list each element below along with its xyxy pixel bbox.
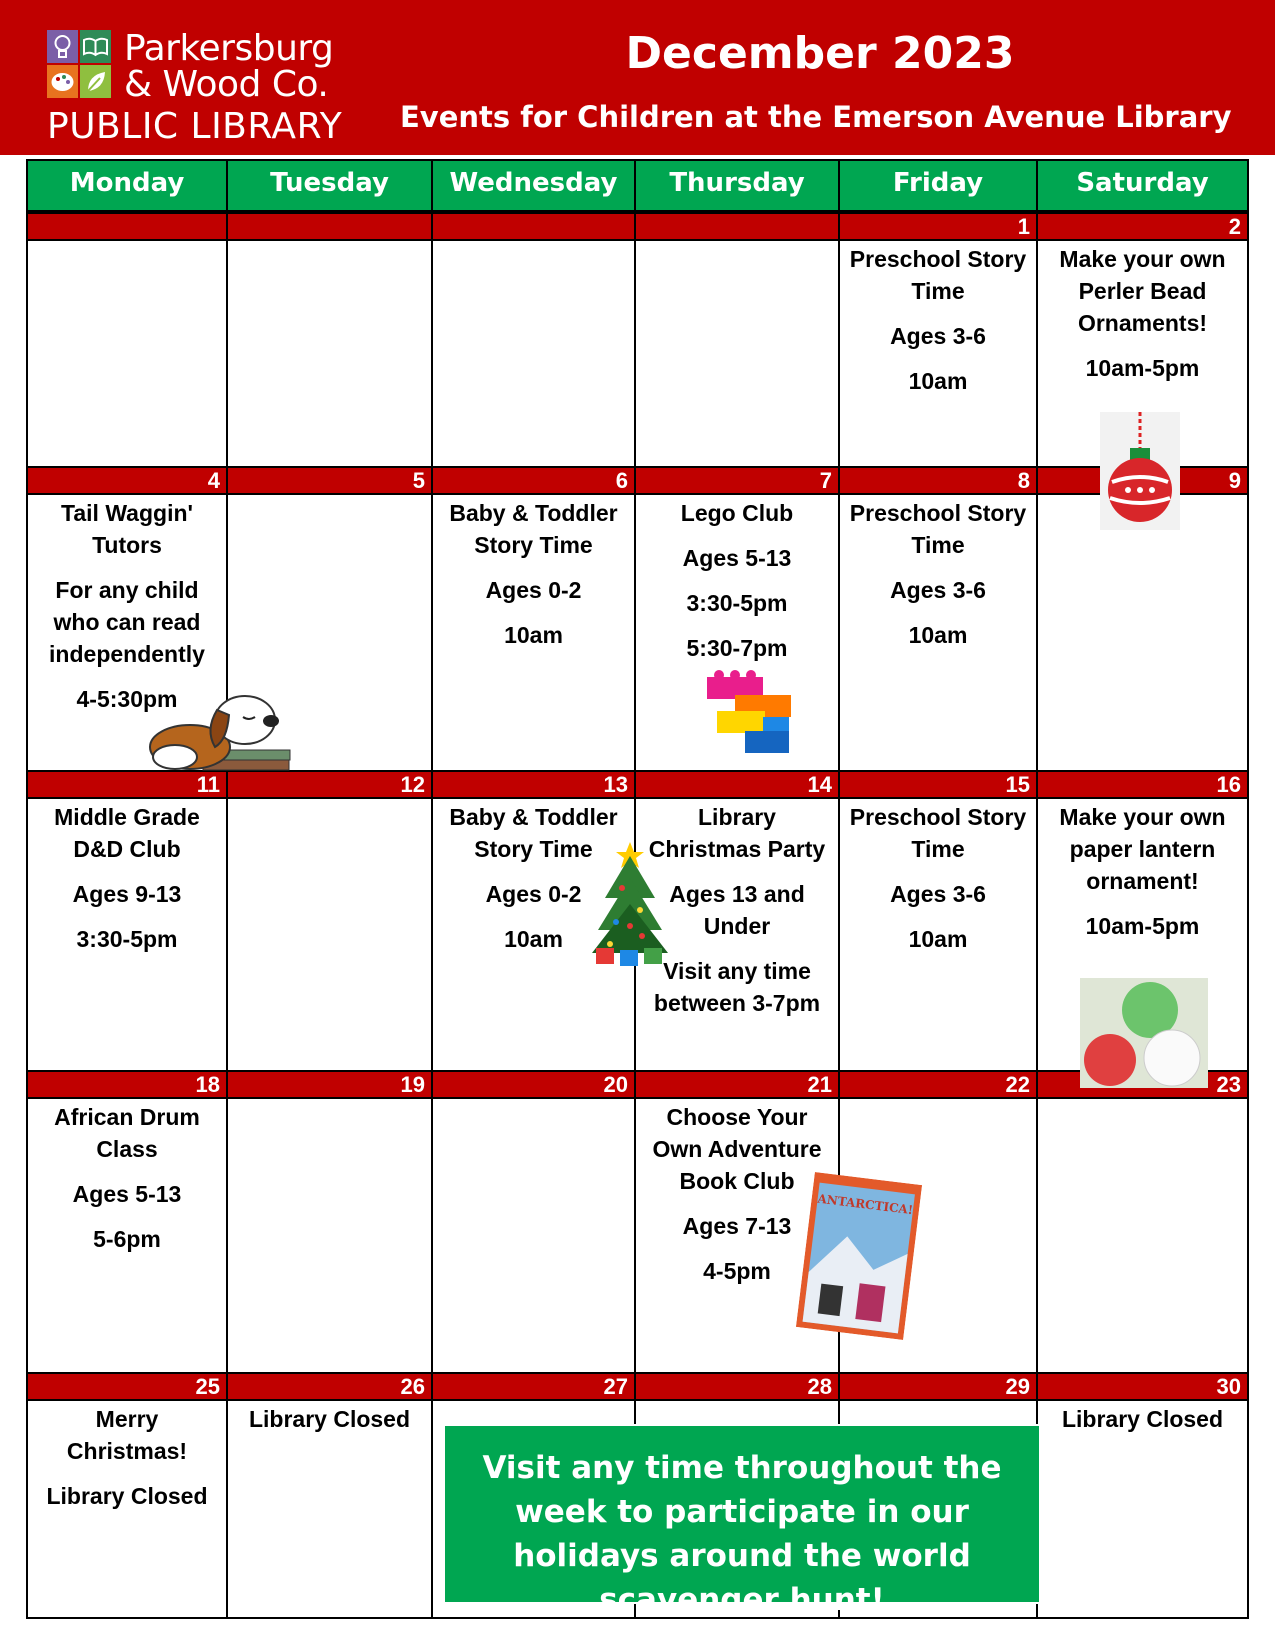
event-detail: 5:30-7pm (686, 635, 788, 661)
event-title: Baby & Toddler Story Time (449, 804, 618, 862)
event-detail: 10am (908, 622, 968, 648)
event-title: Preschool Story Time (849, 804, 1027, 862)
date-number-bar: 27 (433, 1372, 636, 1401)
event-detail: 5-6pm (93, 1226, 161, 1252)
event-detail: Ages 3-6 (890, 881, 986, 907)
event-detail: 10am-5pm (1085, 355, 1200, 381)
header-banner (0, 0, 1275, 155)
event-title: Baby & Toddler Story Time (449, 500, 618, 558)
event-detail: Library Closed (46, 1483, 208, 1509)
date-number-bar (228, 212, 433, 241)
day-header-monday: Monday (28, 161, 228, 212)
event-detail: Ages 3-6 (890, 577, 986, 603)
date-number-bar: 23 (1038, 1070, 1247, 1099)
date-number-bar: 11 (28, 770, 228, 799)
lightbulb-icon (47, 30, 78, 63)
page-subtitle: Events for Children at the Emerson Avenue Library (400, 100, 1232, 134)
date-number-bar: 18 (28, 1070, 228, 1099)
day-header-saturday: Saturday (1038, 161, 1247, 212)
date-number-bar (636, 212, 840, 241)
event-detail: Ages 0-2 (485, 577, 582, 603)
date-number-bar: 2 (1038, 212, 1247, 241)
event-detail: 10am (504, 622, 563, 648)
date-number-bar: 8 (840, 466, 1038, 495)
day-cell (433, 495, 636, 774)
date-number-bar (28, 212, 228, 241)
event-detail: 3:30-5pm (76, 926, 178, 952)
event-title: Merry Christmas! (66, 1406, 188, 1464)
date-number-bar: 5 (228, 466, 433, 495)
palette-icon (47, 65, 78, 98)
event-title: Middle Grade D&D Club (54, 804, 200, 862)
event-detail: Visit any time between 3-7pm (653, 958, 821, 1016)
day-cell (28, 1401, 228, 1619)
date-number-bar: 1 (840, 212, 1038, 241)
day-cell (840, 495, 1038, 774)
event-detail: Ages 5-13 (72, 1181, 182, 1207)
day-cell (28, 1099, 228, 1376)
day-cell (1038, 495, 1247, 774)
event-detail: 10am (908, 368, 968, 394)
event-detail: Ages 5-13 (682, 545, 792, 571)
book-cover-title: ANTARCTICA! (816, 1191, 914, 1218)
day-cell (1038, 1401, 1247, 1619)
date-number-bar: 6 (433, 466, 636, 495)
library-logo (47, 28, 343, 147)
date-number-bar: 19 (228, 1070, 433, 1099)
date-number-bar: 4 (28, 466, 228, 495)
page-title: December 2023 (625, 28, 1015, 79)
perler-ornament-image (1100, 412, 1180, 530)
date-number-bar: 20 (433, 1070, 636, 1099)
day-header-friday: Friday (840, 161, 1038, 212)
event-title: Lego Club (680, 500, 794, 526)
day-cell (636, 241, 840, 470)
event-detail: Ages 7-13 (682, 1213, 792, 1239)
date-number-bar: 30 (1038, 1372, 1247, 1401)
date-number-bar: 7 (636, 466, 840, 495)
scavenger-hunt-banner: Visit any time throughout the week to participate in our holidays around the world scavenger hunt! (443, 1424, 1041, 1604)
event-title: Preschool Story Time (849, 500, 1027, 558)
leaf-icon (80, 65, 111, 98)
date-number-bar: 29 (840, 1372, 1038, 1401)
day-cell (228, 241, 433, 470)
event-detail: For any child who can read independently (49, 577, 205, 667)
day-cell (228, 1401, 433, 1619)
date-number-bar: 12 (228, 770, 433, 799)
event-title: Make your own paper lantern ornament! (1059, 804, 1226, 894)
lego-bricks-icon (705, 665, 797, 755)
day-header-wednesday: Wednesday (433, 161, 636, 212)
day-cell (433, 241, 636, 470)
logo-text-line1: Parkersburg (124, 28, 334, 69)
logo-text-line3: PUBLIC LIBRARY (47, 106, 343, 147)
day-cell (433, 1099, 636, 1376)
date-number-bar: 22 (840, 1070, 1038, 1099)
date-number-bar (433, 212, 636, 241)
date-number-bar: 16 (1038, 770, 1247, 799)
date-number-bar: 9 (1038, 466, 1247, 495)
day-cell (228, 1099, 433, 1376)
event-title: Library Closed (1061, 1406, 1224, 1432)
event-detail: 4-5pm (703, 1258, 771, 1284)
day-header-thursday: Thursday (636, 161, 840, 212)
date-number-bar: 14 (636, 770, 840, 799)
event-title: Tail Waggin' Tutors (61, 500, 193, 558)
date-number-bar: 21 (636, 1070, 840, 1099)
event-title: Preschool Story Time (849, 246, 1027, 304)
day-header-tuesday: Tuesday (228, 161, 433, 212)
date-number-bar: 15 (840, 770, 1038, 799)
event-detail: 10am (504, 926, 563, 952)
sleeping-dog-icon (145, 685, 295, 775)
logo-icon-tiles (47, 30, 111, 98)
event-detail: 3:30-5pm (686, 590, 788, 616)
event-detail: Ages 13 and Under (669, 881, 805, 939)
book-icon (80, 30, 111, 63)
event-detail: 4-5:30pm (76, 686, 178, 712)
day-cell (840, 799, 1038, 1074)
day-cell (28, 241, 228, 470)
logo-text-line2: & Wood Co. (124, 64, 329, 105)
date-number-bar: 28 (636, 1372, 840, 1401)
event-title: Choose Your Own Adventure Book Club (652, 1104, 822, 1194)
day-cell (840, 241, 1038, 470)
event-detail: 10am (908, 926, 968, 952)
date-number-bar: 26 (228, 1372, 433, 1401)
event-title: Library Closed (248, 1406, 411, 1432)
day-cell (228, 799, 433, 1074)
paper-lantern-image (1080, 978, 1208, 1088)
date-number-bar: 25 (28, 1372, 228, 1401)
christmas-tree-icon (590, 838, 670, 968)
day-cell (28, 799, 228, 1074)
event-detail: 10am-5pm (1085, 913, 1200, 939)
event-title: Make your own Perler Bead Ornaments! (1059, 246, 1226, 336)
event-title: African Drum Class (54, 1104, 200, 1162)
date-number-bar: 13 (433, 770, 636, 799)
event-detail: Ages 9-13 (72, 881, 182, 907)
book-cover-image (796, 1172, 922, 1340)
event-title: Library Christmas Party (648, 804, 826, 862)
event-detail: Ages 0-2 (485, 881, 582, 907)
event-detail: Ages 3-6 (890, 323, 986, 349)
day-cell (1038, 1099, 1247, 1376)
